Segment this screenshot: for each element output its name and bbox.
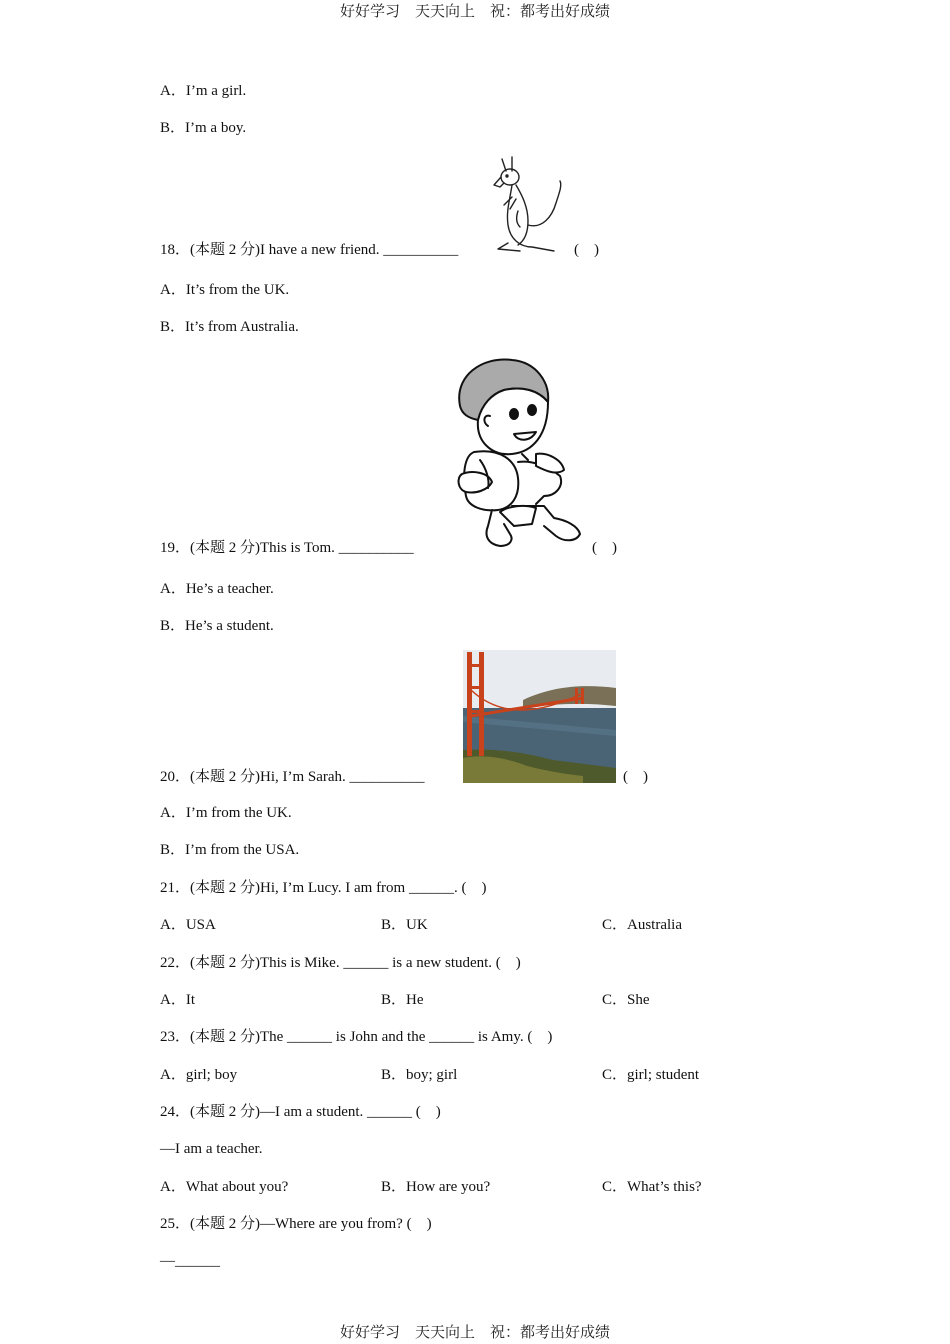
q22-option-a[interactable]: A．It	[160, 992, 195, 1008]
q24-option-a[interactable]: A．What about you?	[160, 1179, 289, 1195]
q21-stem: 21．(本题 2 分)Hi, I’m Lucy. I am from ______. ( )	[160, 880, 487, 896]
q20-option-b[interactable]: B．I’m from the USA.	[160, 842, 300, 858]
q25-stem: 25．(本题 2 分)—Where are you from? ( )	[160, 1216, 432, 1232]
q24-option-c[interactable]: C．What’s this?	[602, 1179, 702, 1195]
q19-option-b[interactable]: B．He’s a student.	[160, 618, 274, 634]
q20-option-a[interactable]: A．I’m from the UK.	[160, 805, 292, 821]
q23-stem: 23．(本题 2 分)The ______ is John and the ______ is Amy. ( )	[160, 1029, 553, 1045]
q22-option-c[interactable]: C．She	[602, 992, 650, 1008]
q24-option-b[interactable]: B．How are you?	[381, 1179, 491, 1195]
q23-option-c[interactable]: C．girl; student	[602, 1067, 700, 1083]
q17-option-a[interactable]: A．I’m a girl.	[160, 83, 247, 99]
q24-stem: 24．(本题 2 分)—I am a student. ______ ( )	[160, 1104, 441, 1120]
q19-option-a[interactable]: A．He’s a teacher.	[160, 581, 274, 597]
q18-option-b[interactable]: B．It’s from Australia.	[160, 319, 299, 335]
golden-gate-bridge-image	[463, 650, 616, 783]
q19-stem: 19．(本题 2 分)This is Tom. __________	[160, 540, 414, 556]
boy-with-backpack-image	[452, 356, 586, 554]
page-footer: 好好学习 天天向上 祝：都考出好成绩	[339, 1323, 610, 1341]
q25-reply-blank[interactable]: —______	[160, 1253, 220, 1269]
q21-option-c[interactable]: C．Australia	[602, 917, 682, 933]
q22-option-b[interactable]: B．He	[381, 992, 424, 1008]
q20-stem: 20．(本题 2 分)Hi, I’m Sarah. __________	[160, 769, 425, 785]
q18-option-a[interactable]: A．It’s from the UK.	[160, 282, 290, 298]
q18-stem: 18．(本题 2 分)I have a new friend. __________	[160, 242, 459, 258]
q23-option-b[interactable]: B．boy; girl	[381, 1067, 458, 1083]
q21-option-b[interactable]: B．UK	[381, 917, 428, 933]
page-header: 好好学习 天天向上 祝：都考出好成绩	[339, 2, 610, 20]
q20-answer-blank[interactable]: ( )	[623, 769, 648, 785]
q21-option-a[interactable]: A．USA	[160, 917, 216, 933]
q19-answer-blank[interactable]: ( )	[592, 540, 617, 556]
q24-reply: —I am a teacher.	[160, 1141, 263, 1157]
kangaroo-image	[492, 155, 568, 257]
q18-answer-blank[interactable]: ( )	[574, 242, 599, 258]
q17-option-b[interactable]: B．I’m a boy.	[160, 120, 247, 136]
q23-option-a[interactable]: A．girl; boy	[160, 1067, 238, 1083]
q22-stem: 22．(本题 2 分)This is Mike. ______ is a new student. ( )	[160, 955, 521, 971]
